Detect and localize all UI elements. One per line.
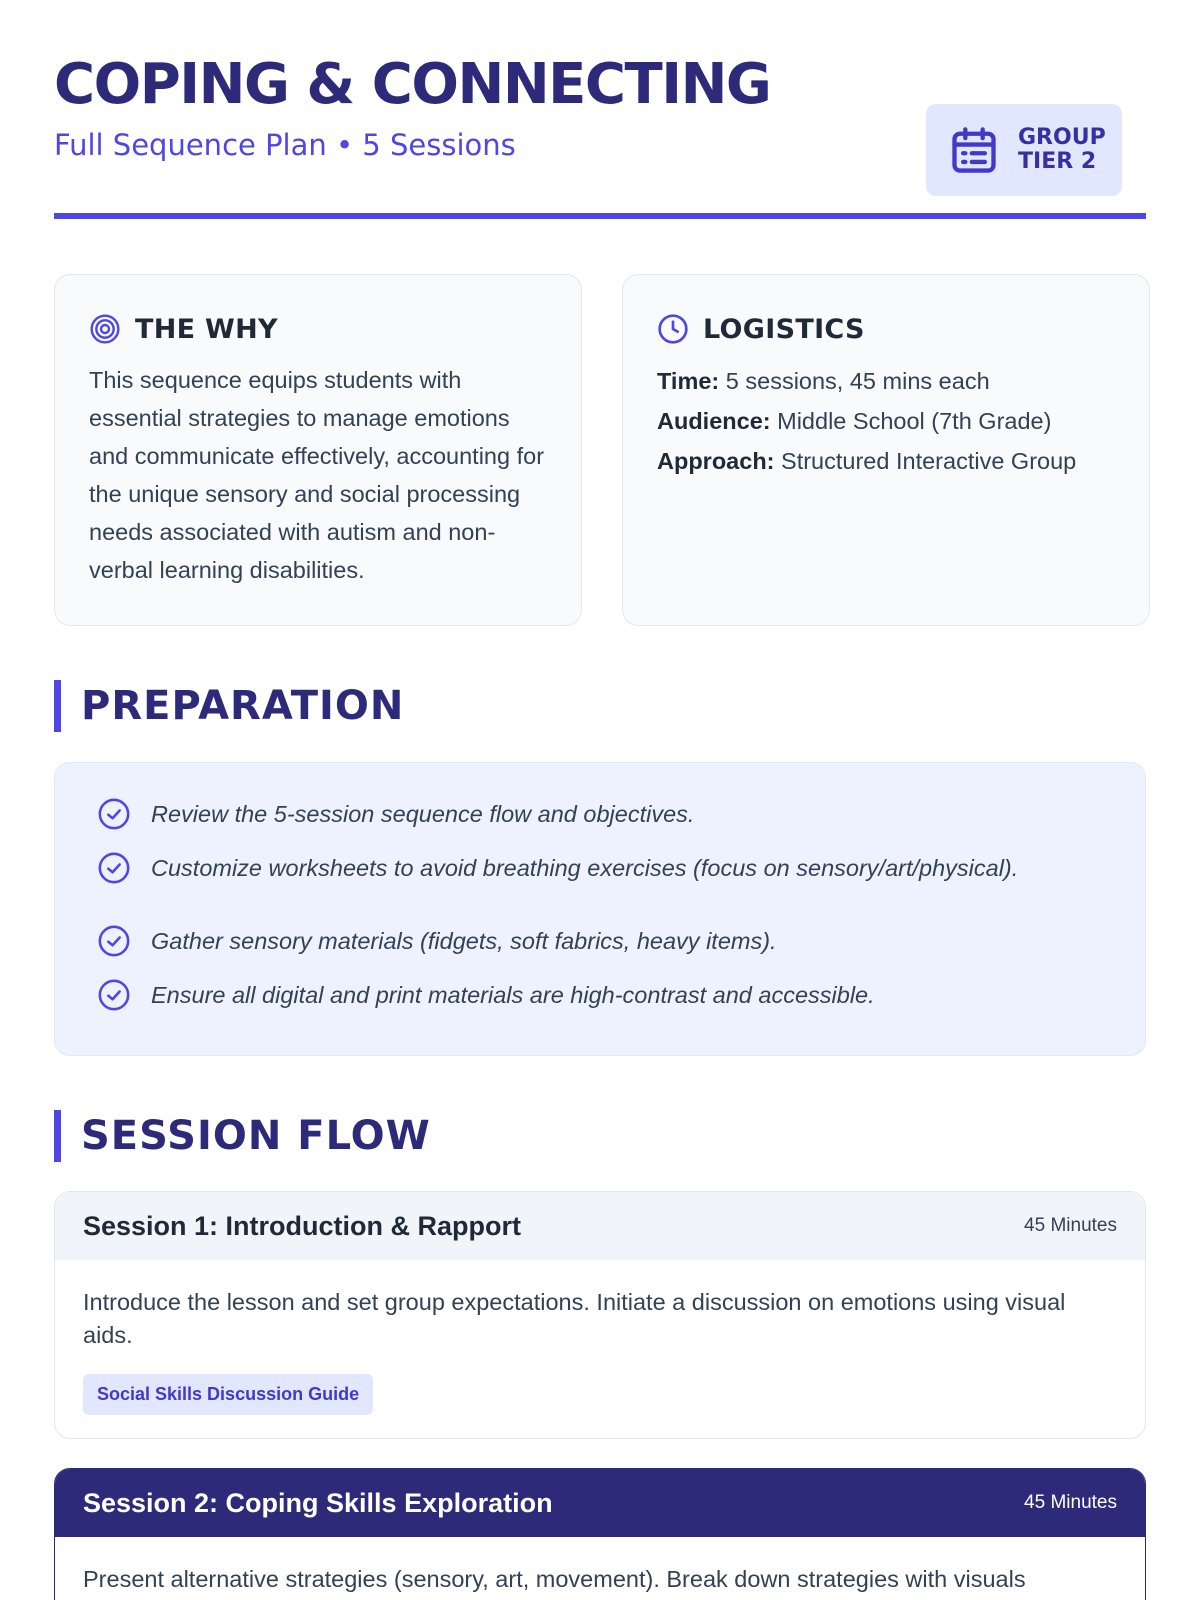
session-card-2[interactable] [54, 1468, 1146, 1600]
checklist-item-text: Gather sensory materials (fidgets, soft fabrics, heavy items). [151, 927, 777, 954]
why-card [54, 274, 582, 626]
page-subtitle: Full Sequence Plan • 5 Sessions [54, 128, 516, 162]
section-accent-bar [54, 1110, 61, 1162]
check-circle-icon [97, 851, 131, 885]
why-card-title: THE WHY [135, 313, 278, 345]
session-header[interactable] [55, 1469, 1145, 1537]
logistics-row-time [657, 361, 1115, 401]
checklist-item [97, 851, 1018, 885]
checklist-item [97, 797, 694, 831]
why-card-header [89, 309, 547, 349]
logistics-label: Audience: [657, 408, 771, 434]
badge-line-2: TIER 2 [1018, 149, 1097, 174]
preparation-title: PREPARATION [81, 683, 405, 729]
checklist-item [97, 978, 875, 1012]
preparation-checklist [54, 762, 1146, 1056]
session-description: Introduce the lesson and set group expectations. Initiate a discussion on emotions using visual aids. [83, 1289, 1066, 1348]
calendar-icon [948, 124, 1000, 176]
session-header[interactable] [55, 1192, 1145, 1260]
checklist-item-text: Review the 5-session sequence flow and objectives. [151, 800, 695, 827]
logistics-card-header [657, 309, 1115, 349]
session-duration: 45 Minutes [1024, 1492, 1117, 1513]
logistics-label: Approach: [657, 448, 775, 474]
logistics-row-audience [657, 401, 1115, 441]
group-tier-badge [926, 104, 1122, 196]
page-title: COPING & CONNECTING [54, 52, 771, 117]
page-header [54, 50, 1146, 220]
check-circle-icon [97, 797, 131, 831]
checklist-item-text: Ensure all digital and print materials are high-contrast and accessible. [151, 981, 875, 1008]
logistics-label: Time: [657, 368, 720, 394]
checklist-item [97, 924, 777, 958]
logistics-value: Structured Interactive Group [781, 448, 1077, 474]
session-title: Session 1: Introduction & Rapport [83, 1210, 522, 1241]
logistics-card-title: LOGISTICS [703, 313, 865, 345]
check-circle-icon [97, 978, 131, 1012]
session-body [55, 1260, 1145, 1415]
badge-label [1018, 126, 1106, 174]
target-icon [89, 313, 121, 345]
badge-line-1: GROUP [1018, 125, 1106, 150]
logistics-value: Middle School (7th Grade) [777, 408, 1052, 434]
session-title: Session 2: Coping Skills Exploration [83, 1487, 553, 1518]
session-duration: 45 Minutes [1024, 1215, 1117, 1236]
header-divider [54, 213, 1146, 219]
clock-icon [657, 313, 689, 345]
resource-tag[interactable]: Social Skills Discussion Guide [83, 1374, 373, 1415]
why-card-body: This sequence equips students with essential strategies to manage emotions and communicate effectively, accounting for the unique sensory and social processing needs associated with autism and non-verbal learning disabilities. [89, 367, 545, 583]
section-accent-bar [54, 680, 61, 732]
session-flow-heading [54, 1110, 431, 1162]
checklist-item-text: Customize worksheets to avoid breathing exercises (focus on sensory/art/physical). [151, 854, 1019, 881]
preparation-heading [54, 680, 404, 732]
session-description: Present alternative strategies (sensory, art, movement). Break down strategies with visuals [83, 1566, 1026, 1592]
check-circle-icon [97, 924, 131, 958]
logistics-value: 5 sessions, 45 mins each [725, 368, 990, 394]
session-flow-title: SESSION FLOW [81, 1113, 431, 1159]
logistics-list [657, 361, 1115, 481]
logistics-row-approach [657, 441, 1115, 481]
session-card-1[interactable] [54, 1191, 1146, 1439]
session-body [55, 1537, 1145, 1596]
logistics-card [622, 274, 1150, 626]
